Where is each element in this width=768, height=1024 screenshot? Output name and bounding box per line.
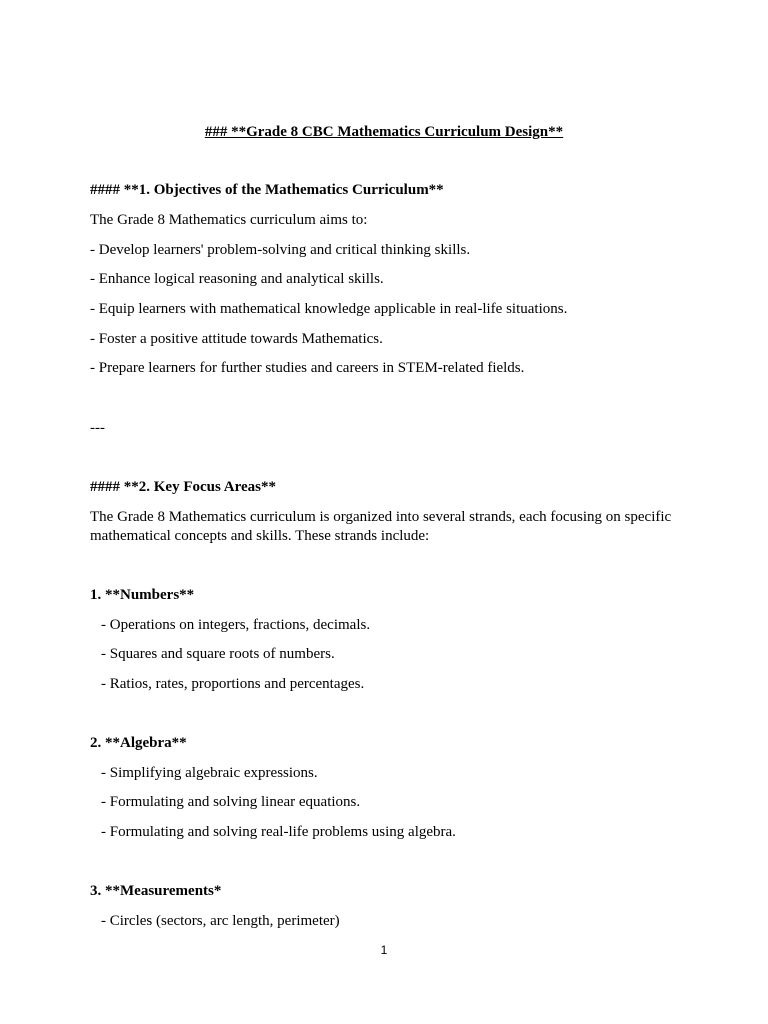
- strand-item: - Circles (sectors, arc length, perimeter): [101, 913, 340, 929]
- document-title: ### **Grade 8 CBC Mathematics Curriculum Design**: [204, 124, 564, 140]
- objective-item: - Prepare learners for further studies and careers in STEM-related fields.: [90, 360, 525, 376]
- section1-intro: The Grade 8 Mathematics curriculum aims to:: [90, 212, 368, 228]
- strand-item: - Ratios, rates, proportions and percentages.: [101, 676, 365, 692]
- strand-item: - Formulating and solving linear equations.: [101, 794, 361, 810]
- section2-heading: #### **2. Key Focus Areas**: [90, 479, 276, 495]
- strand-title-algebra: 2. **Algebra**: [90, 735, 187, 751]
- strand-item: - Simplifying algebraic expressions.: [101, 765, 318, 781]
- strand-title-numbers: 1. **Numbers**: [90, 587, 195, 603]
- section2-intro-line1: The Grade 8 Mathematics curriculum is organized into several strands, each focusing on specific: [90, 509, 672, 525]
- objective-item: - Enhance logical reasoning and analytical skills.: [90, 271, 384, 287]
- strand-item: - Formulating and solving real-life problems using algebra.: [101, 824, 456, 840]
- section1-heading: #### **1. Objectives of the Mathematics Curriculum**: [90, 182, 444, 198]
- page-number: 1: [380, 943, 388, 957]
- objective-item: - Develop learners' problem-solving and critical thinking skills.: [90, 242, 471, 258]
- objective-item: - Foster a positive attitude towards Mathematics.: [90, 331, 383, 347]
- objective-item: - Equip learners with mathematical knowledge applicable in real-life situations.: [90, 301, 568, 317]
- strand-item: - Squares and square roots of numbers.: [101, 646, 335, 662]
- section2-intro-line2: mathematical concepts and skills. These strands include:: [90, 528, 430, 544]
- strand-title-measurements: 3. **Measurements*: [90, 883, 222, 899]
- strand-item: - Operations on integers, fractions, decimals.: [101, 617, 371, 633]
- separator: ---: [90, 420, 105, 436]
